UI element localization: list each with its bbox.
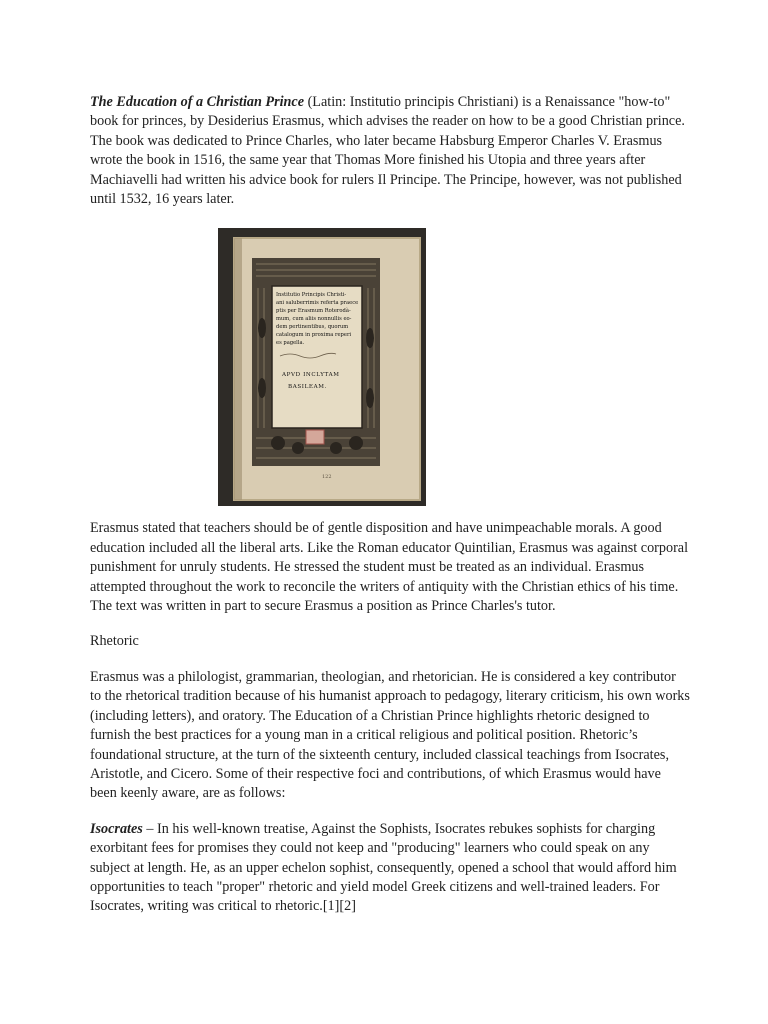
section-heading-rhetoric: Rhetoric	[90, 633, 139, 650]
isocrates-text: – In his well-known treatise, Against the Sophists, Isocrates rebukes sophists for charging exorbitant fees for promises they could not keep and "producing" learners who could speak on any subject at length. He, as an upper echelon sophist, consequently, opened a school that would afford him opportunities to teach "proper" rhetoric and yield model Greek citizens and well-trained leaders. For Isocrates, writing was critical to rhetoric.	[90, 820, 677, 915]
book-title: The Education of a Christian Prince	[90, 94, 305, 110]
imprint-line-2: BASILEAM.	[288, 384, 327, 391]
rhetoric-paragraph: Erasmus was a philologist, grammarian, theologian, and rhetorician. He is considered a key contributor to the rhetorical tradition because of his humanist approach to pedagogy, literary criticism, his own works (including letters), and oratory. The Education of a Christian Prince highlights rhetoric designed to furnish the best practices for a young man in a critical religious and political position. Rhetoric’s foundational structure, at the turn of the sixteenth century, included classical teachings from Isocrates, Aristotle, and Cicero. Some of their respective foci and contributions, of which Erasmus would have been keenly aware, are as follows:	[90, 668, 690, 802]
title-line-1: Institutio Principis Christi-	[276, 292, 347, 299]
title-line-5: dem pertinentibus, quorum	[276, 324, 349, 331]
book-title-page-image	[218, 228, 426, 506]
isocrates-paragraph	[90, 820, 690, 917]
intro-text: (Latin: Institutio principis Christiani) is a Renaissance "how-to" book for princes, by Desiderius Erasmus, which advises the reader on how to be a good Christian prince. The book was dedicated to Prince Charles, who later became Habsburg Emperor Charles V. Erasmus wrote the book in 1516, the same year that Thomas More finished his Utopia and three years after Machiavelli had written his advice book for rulers Il Principe. The Principe, however, was not published until 1532, 16 years later.	[90, 94, 685, 208]
teachers-paragraph: Erasmus stated that teachers should be of gentle disposition and have unimpeachable morals. A good education included all the liberal arts. Like the Roman educator Quintilian, Erasmus was against corporal punishment for unruly students. He stressed the student must be treated as an individual. Erasmus attempted throughout the work to reconcile the writers of antiquity with the Christian ethics of his time. The text was written in part to secure Erasmus a position as Prince Charles's tutor.	[90, 520, 689, 615]
page-number: 122	[322, 474, 332, 481]
document-body	[90, 93, 690, 917]
title-line-3: ptis per Erasmum Roterodà-	[276, 308, 351, 315]
title-line-4: mum, cum aliis nonnullis eo-	[276, 316, 352, 323]
title-line-2: ani saluberrimis referta praece	[276, 300, 359, 307]
isocrates-lead: Isocrates	[90, 820, 143, 837]
title-line-7: es pagella.	[276, 340, 305, 347]
title-line-6: catalogum in proxima reperi	[276, 332, 352, 339]
library-stamp	[306, 430, 324, 444]
intro-paragraph	[90, 93, 690, 209]
title-page-text	[276, 292, 358, 346]
reference-links[interactable]: [1][2]	[322, 898, 356, 915]
imprint-line-1: APVD INCLYTAM	[282, 372, 340, 379]
title-page-illustration	[218, 228, 426, 506]
page-gutter	[234, 238, 242, 500]
